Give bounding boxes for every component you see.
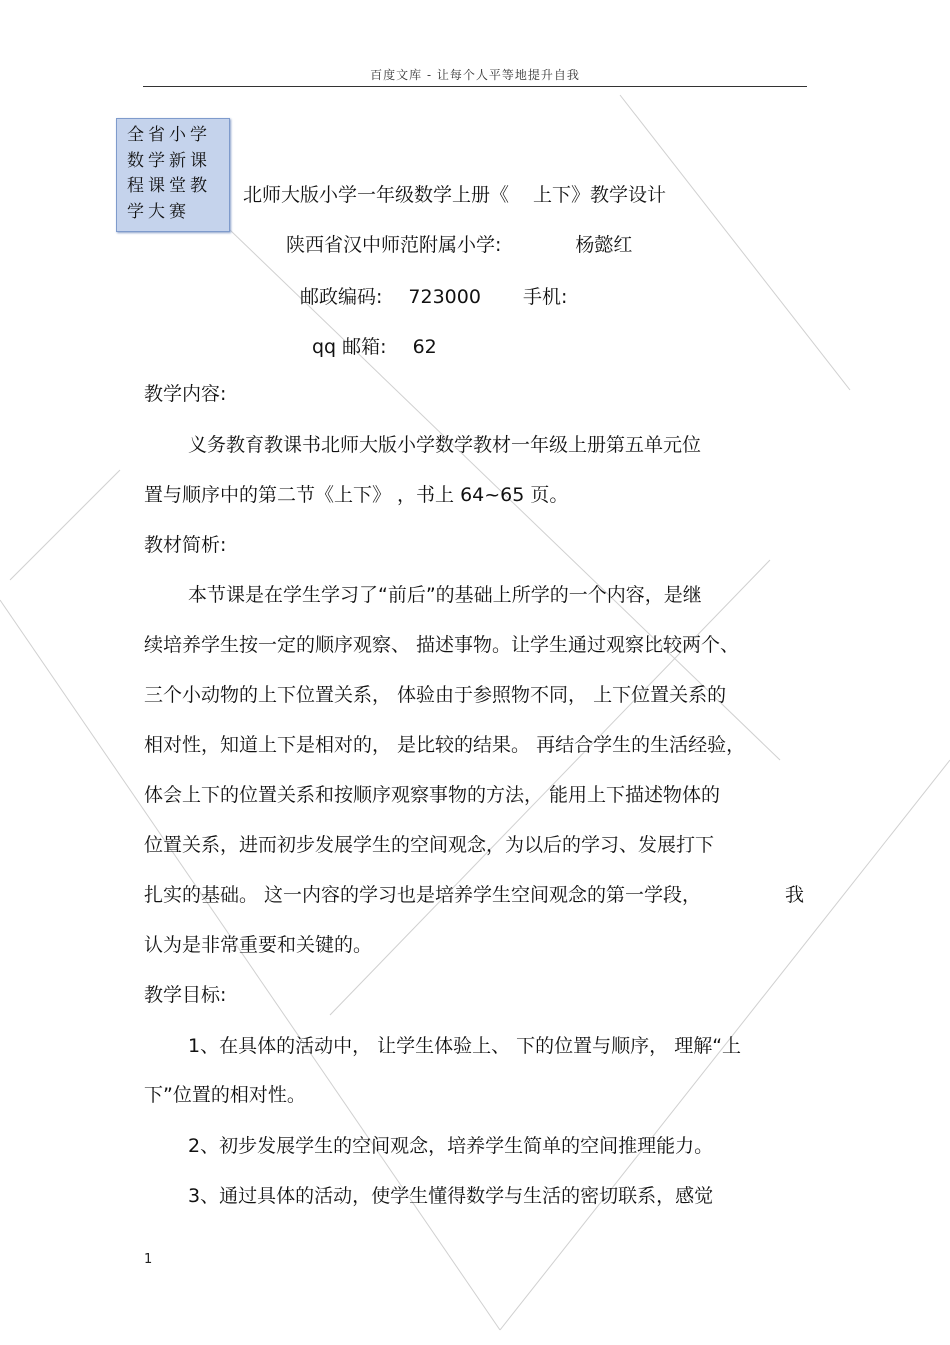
analysis-paragraph-line: 相对性，知道上下是相对的， 是比较的结果。 再结合学生的生活经验， bbox=[144, 734, 746, 756]
phone-label: 手机: bbox=[522, 286, 568, 308]
page-number: 1 bbox=[144, 1252, 153, 1267]
title-part-1: 北师大版小学一年级数学上册《 bbox=[243, 184, 510, 206]
analysis-paragraph-line: 三个小动物的上下位置关系， 体验由于参照物不同， 上下位置关系的 bbox=[144, 684, 727, 706]
goal-1-line: 下”位置的相对性。 bbox=[144, 1084, 306, 1106]
postcode-value: 723000 bbox=[408, 286, 481, 308]
goal-3-line: 3、通过具体的活动，使学生懂得数学与生活的密切联系，感觉 bbox=[188, 1185, 714, 1207]
page-header: 百度文库 - 让每个人平等地提升自我 bbox=[370, 68, 580, 82]
analysis-paragraph-line: 本节课是在学生学习了“前后”的基础上所学的一个内容，是继 bbox=[188, 584, 702, 606]
section-heading-content: 教学内容: bbox=[144, 383, 227, 405]
section-heading-goals: 教学目标: bbox=[144, 984, 227, 1006]
analysis-paragraph-line: 续培养学生按一定的顺序观察、 描述事物。让学生通过观察比较两个、 bbox=[144, 634, 740, 656]
title-part-2: 上下》教学设计 bbox=[533, 184, 667, 206]
author-name: 杨懿红 bbox=[575, 234, 633, 256]
analysis-paragraph-tail: 我 bbox=[785, 884, 805, 906]
postcode-label: 邮政编码: bbox=[300, 286, 383, 308]
content-paragraph-line: 置与顺序中的第二节《上下》 ，书上 64~65 页。 bbox=[144, 484, 569, 506]
goal-2-line: 2、初步发展学生的空间观念，培养学生简单的空间推理能力。 bbox=[188, 1135, 714, 1157]
header-divider bbox=[143, 86, 807, 87]
section-heading-analysis: 教材简析: bbox=[144, 534, 227, 556]
author-line bbox=[286, 230, 632, 257]
analysis-paragraph-line: 体会上下的位置关系和按顺序观察事物的方法， 能用上下描述物体的 bbox=[144, 784, 721, 806]
content-paragraph-line: 义务教育教课书北师大版小学数学教材一年级上册第五单元位 bbox=[188, 434, 702, 456]
analysis-paragraph-line: 位置关系，进而初步发展学生的空间观念，为以后的学习、发展打下 bbox=[144, 834, 715, 856]
qq-label: qq 邮箱: bbox=[312, 336, 387, 358]
analysis-paragraph-line: 认为是非常重要和关键的。 bbox=[144, 934, 373, 956]
qq-line bbox=[312, 332, 437, 359]
contest-badge: 全省小学数学新课程课堂教学大赛 bbox=[116, 118, 230, 232]
analysis-paragraph-line: 扎实的基础。 这一内容的学习也是培养学生空间观念的第一学段， bbox=[144, 884, 702, 906]
goal-1-line: 1、在具体的活动中， 让学生体验上、 下的位置与顺序， 理解“上 bbox=[188, 1035, 742, 1057]
qq-value: 62 bbox=[412, 336, 437, 358]
school-name: 陕西省汉中师范附属小学: bbox=[286, 234, 502, 256]
postcode-line bbox=[300, 282, 567, 309]
doc-title bbox=[243, 180, 666, 207]
